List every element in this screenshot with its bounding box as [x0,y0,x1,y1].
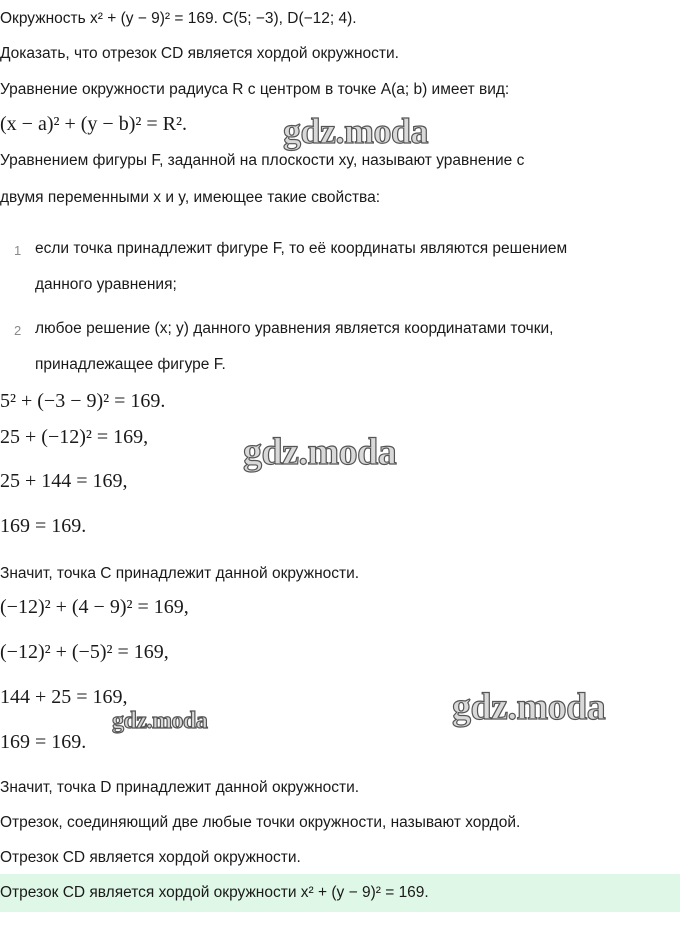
watermark-logo: gdz.moda [243,431,397,473]
definition-text-1: Уравнением фигуры F, заданной на плоскости xy, называют уравнение с [0,152,525,169]
equation: 25 + 144 = 169, [0,470,128,492]
watermark-logo: gdz.moda [452,686,606,728]
list-item [0,320,680,380]
circle-equation: (x − a)² + (y − b)² = R². [0,113,187,135]
watermark-logo: gdz.moda [283,111,429,151]
equation: 5² + (−3 − 9)² = 169. [0,390,166,412]
list-text: принадлежащее фигуре F. [35,356,226,373]
conclusion-text: Отрезок CD является хордой окружности. [0,849,301,866]
conclusion-text: Значит, точка C принадлежит данной окружности. [0,565,360,582]
list-text: если точка принадлежит фигуре F, то её координаты являются решением [35,240,568,257]
answer-text: Отрезок CD является хордой окружности x² + (y − 9)² = 169. [0,884,429,901]
equation: 169 = 169. [0,515,87,537]
theory-text: Уравнение окружности радиуса R с центром в точке A(a; b) имеет вид: [0,81,510,98]
list-text: данного уравнения; [35,276,177,293]
list-number: 1 [14,243,22,258]
equation: (−12)² + (4 − 9)² = 169, [0,596,189,618]
conclusion-text: Значит, точка D принадлежит данной окружности. [0,779,360,796]
definition-text: Отрезок, соединяющий две любые точки окружности, называют хордой. [0,814,521,831]
definition-text-2: двумя переменными x и y, имеющее такие свойства: [0,189,381,206]
list-number: 2 [14,323,22,338]
equation: 25 + (−12)² = 169, [0,426,149,448]
watermark-logo: gdz.moda [112,708,208,734]
list-text: любое решение (x; y) данного уравнения является координатами точки, [35,320,554,337]
problem-statement: Окружность x² + (y − 9)² = 169. C(5; −3), D(−12; 4). [0,10,357,27]
equation: 144 + 25 = 169, [0,686,128,708]
task-text: Доказать, что отрезок CD является хордой окружности. [0,45,399,62]
equation: (−12)² + (−5)² = 169, [0,641,169,663]
equation: 169 = 169. [0,731,87,753]
list-item [0,240,680,300]
